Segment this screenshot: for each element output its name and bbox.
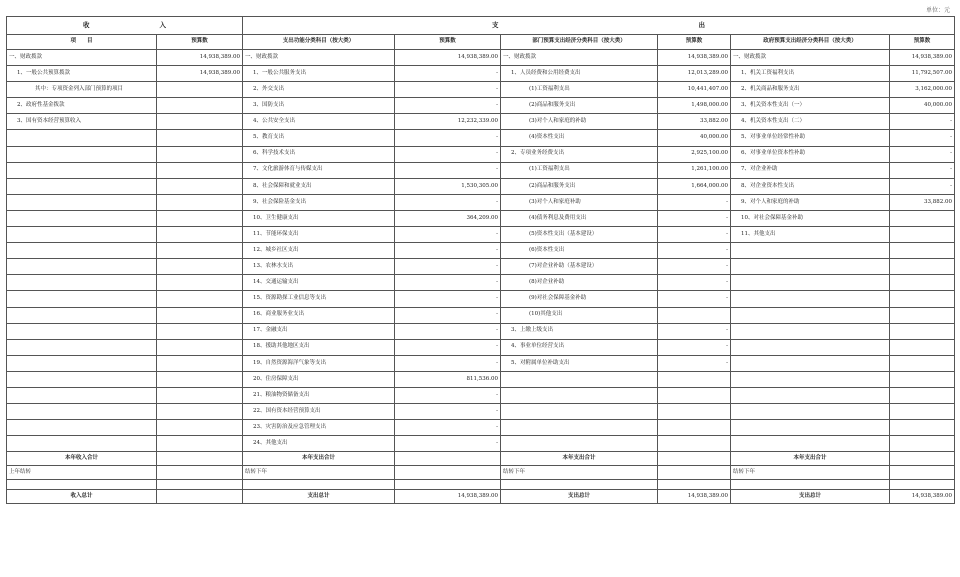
gov-econ-amount bbox=[890, 420, 955, 436]
income-amount bbox=[157, 291, 243, 307]
function-amount: - bbox=[395, 194, 501, 210]
income-item: 上年结转 bbox=[7, 466, 157, 480]
gov-econ-item: 支出总计 bbox=[731, 490, 890, 504]
function-amount: - bbox=[395, 404, 501, 420]
income-amount bbox=[157, 355, 243, 371]
gov-econ-item: 一、财政拨款 bbox=[731, 50, 890, 66]
gov-econ-amount: 3,162,000.00 bbox=[890, 82, 955, 98]
table-row bbox=[7, 210, 955, 226]
function-amount: 811,536.00 bbox=[395, 371, 501, 387]
dept-econ-item: (7)对企业补助（基本建设） bbox=[501, 259, 658, 275]
function-amount: - bbox=[395, 291, 501, 307]
budget-table bbox=[6, 16, 955, 504]
function-amount: - bbox=[395, 243, 501, 259]
gov-econ-amount: - bbox=[890, 178, 955, 194]
gov-econ-item bbox=[731, 307, 890, 323]
col-header-function: 支出功能分类科目（按大类） bbox=[243, 35, 395, 50]
table-row bbox=[7, 130, 955, 146]
income-item bbox=[7, 307, 157, 323]
income-amount bbox=[157, 307, 243, 323]
income-item bbox=[7, 210, 157, 226]
dept-econ-item: 2、专项业务经费支出 bbox=[501, 146, 658, 162]
unit-label: 单位：元 bbox=[925, 7, 950, 14]
gov-econ-amount bbox=[890, 387, 955, 403]
dept-econ-item bbox=[501, 371, 658, 387]
function-amount: - bbox=[395, 355, 501, 371]
income-item bbox=[7, 291, 157, 307]
dept-econ-amount bbox=[658, 436, 731, 452]
empty-cell bbox=[731, 480, 890, 490]
carry-over-row bbox=[7, 466, 955, 480]
dept-econ-amount: 1,261,100.00 bbox=[658, 162, 731, 178]
col-header-budget: 预算数 bbox=[890, 35, 955, 50]
function-amount: - bbox=[395, 275, 501, 291]
dept-econ-amount bbox=[658, 452, 731, 466]
gov-econ-item: 4、机关资本性支出（二） bbox=[731, 114, 890, 130]
income-item bbox=[7, 323, 157, 339]
dept-econ-amount: 2,925,100.00 bbox=[658, 146, 731, 162]
income-item bbox=[7, 436, 157, 452]
gov-econ-amount: 11,792,507.00 bbox=[890, 66, 955, 82]
function-amount: - bbox=[395, 98, 501, 114]
dept-econ-amount: 40,000.00 bbox=[658, 130, 731, 146]
income-amount bbox=[157, 259, 243, 275]
income-amount: 14,938,389.00 bbox=[157, 66, 243, 82]
table-row bbox=[7, 355, 955, 371]
table-row bbox=[7, 66, 955, 82]
table-row bbox=[7, 146, 955, 162]
table-row bbox=[7, 371, 955, 387]
gov-econ-item: 本年支出合计 bbox=[731, 452, 890, 466]
function-item: 10、卫生健康支出 bbox=[243, 210, 395, 226]
function-amount: 364,209.00 bbox=[395, 210, 501, 226]
function-amount: 14,938,389.00 bbox=[395, 50, 501, 66]
gov-econ-item bbox=[731, 243, 890, 259]
col-header-gov-econ: 政府预算支出经济分类科目（按大类） bbox=[731, 35, 890, 50]
dept-econ-item: 本年支出合计 bbox=[501, 452, 658, 466]
dept-econ-item bbox=[501, 387, 658, 403]
annual-total-row bbox=[7, 452, 955, 466]
function-item: 20、住房保障支出 bbox=[243, 371, 395, 387]
income-amount bbox=[157, 387, 243, 403]
function-item: 9、社会保险基金支出 bbox=[243, 194, 395, 210]
function-item: 支出总计 bbox=[243, 490, 395, 504]
table-row bbox=[7, 227, 955, 243]
gov-econ-item: 10、对社会保障基金补助 bbox=[731, 210, 890, 226]
table-row bbox=[7, 178, 955, 194]
gov-econ-amount: 40,000.00 bbox=[890, 98, 955, 114]
function-item: 4、公共安全支出 bbox=[243, 114, 395, 130]
function-amount: - bbox=[395, 387, 501, 403]
gov-econ-amount bbox=[890, 259, 955, 275]
gov-econ-amount bbox=[890, 371, 955, 387]
income-item bbox=[7, 146, 157, 162]
dept-econ-item: (3)对个人和家庭补助 bbox=[501, 194, 658, 210]
table-row bbox=[7, 82, 955, 98]
income-amount bbox=[157, 323, 243, 339]
dept-econ-amount: 1,498,000.00 bbox=[658, 98, 731, 114]
dept-econ-item bbox=[501, 436, 658, 452]
dept-econ-amount: 10,441,407.00 bbox=[658, 82, 731, 98]
table-row bbox=[7, 323, 955, 339]
function-item: 22、国有资本经营预算支出 bbox=[243, 404, 395, 420]
col-header-item: 项 目 bbox=[7, 35, 157, 50]
gov-econ-amount bbox=[890, 355, 955, 371]
dept-econ-item: (3)对个人和家庭的补助 bbox=[501, 114, 658, 130]
gov-econ-item bbox=[731, 259, 890, 275]
dept-econ-item: 3、上缴上级支出 bbox=[501, 323, 658, 339]
dept-econ-amount: - bbox=[658, 259, 731, 275]
function-item: 一、财政拨款 bbox=[243, 50, 395, 66]
income-amount bbox=[157, 371, 243, 387]
function-item: 24、其他支出 bbox=[243, 436, 395, 452]
table-row bbox=[7, 259, 955, 275]
function-item: 5、教育支出 bbox=[243, 130, 395, 146]
function-item: 2、外交支出 bbox=[243, 82, 395, 98]
gov-econ-amount bbox=[890, 339, 955, 355]
empty-cell bbox=[157, 480, 243, 490]
table-row bbox=[7, 98, 955, 114]
gov-econ-item: 1、机关工资福利支出 bbox=[731, 66, 890, 82]
income-amount bbox=[157, 243, 243, 259]
gov-econ-item: 9、对个人和家庭的补助 bbox=[731, 194, 890, 210]
function-item: 23、灾害防治及应急管理支出 bbox=[243, 420, 395, 436]
dept-econ-item bbox=[501, 420, 658, 436]
spacer-row bbox=[7, 480, 955, 490]
function-amount: - bbox=[395, 162, 501, 178]
income-item bbox=[7, 387, 157, 403]
income-item: 1、一般公共预算拨款 bbox=[7, 66, 157, 82]
gov-econ-amount bbox=[890, 323, 955, 339]
function-item: 1、一般公共服务支出 bbox=[243, 66, 395, 82]
gov-econ-amount bbox=[890, 466, 955, 480]
table-row bbox=[7, 275, 955, 291]
function-item: 7、文化旅游体育与传媒支出 bbox=[243, 162, 395, 178]
dept-econ-amount bbox=[658, 371, 731, 387]
dept-econ-amount: - bbox=[658, 194, 731, 210]
dept-econ-item: (2)商品和服务支出 bbox=[501, 98, 658, 114]
function-amount: - bbox=[395, 82, 501, 98]
expense-header-char-1: 支 bbox=[492, 21, 499, 30]
function-amount: - bbox=[395, 420, 501, 436]
gov-econ-item: 11、其他支出 bbox=[731, 227, 890, 243]
empty-cell bbox=[658, 480, 731, 490]
dept-econ-amount bbox=[658, 307, 731, 323]
table-row bbox=[7, 114, 955, 130]
table-row bbox=[7, 50, 955, 66]
dept-econ-amount: - bbox=[658, 227, 731, 243]
table-row bbox=[7, 291, 955, 307]
gov-econ-amount: - bbox=[890, 130, 955, 146]
gov-econ-item bbox=[731, 355, 890, 371]
dept-econ-amount: - bbox=[658, 339, 731, 355]
function-amount: 12,232,339.00 bbox=[395, 114, 501, 130]
income-amount bbox=[157, 162, 243, 178]
function-amount: - bbox=[395, 146, 501, 162]
function-amount: - bbox=[395, 66, 501, 82]
function-item: 15、资源勘探工业信息等支出 bbox=[243, 291, 395, 307]
top-header-row bbox=[7, 17, 955, 35]
function-amount: - bbox=[395, 259, 501, 275]
income-amount bbox=[157, 82, 243, 98]
function-amount: - bbox=[395, 130, 501, 146]
gov-econ-item bbox=[731, 404, 890, 420]
dept-econ-item: (1)工资福利支出 bbox=[501, 162, 658, 178]
function-item: 8、社会保障和就业支出 bbox=[243, 178, 395, 194]
function-item: 19、自然资源海洋气象等支出 bbox=[243, 355, 395, 371]
gov-econ-amount: - bbox=[890, 146, 955, 162]
table-row bbox=[7, 307, 955, 323]
function-amount bbox=[395, 466, 501, 480]
dept-econ-amount bbox=[658, 387, 731, 403]
income-item bbox=[7, 355, 157, 371]
function-amount: 14,938,389.00 bbox=[395, 490, 501, 504]
income-item bbox=[7, 371, 157, 387]
income-item bbox=[7, 404, 157, 420]
income-amount bbox=[157, 466, 243, 480]
table-row bbox=[7, 243, 955, 259]
gov-econ-item bbox=[731, 291, 890, 307]
column-header-row bbox=[7, 35, 955, 50]
income-amount bbox=[157, 210, 243, 226]
gov-econ-item bbox=[731, 387, 890, 403]
income-header-char-2: 入 bbox=[159, 21, 166, 30]
function-item: 18、援助其他地区支出 bbox=[243, 339, 395, 355]
gov-econ-item bbox=[731, 339, 890, 355]
dept-econ-item: 支出总计 bbox=[501, 490, 658, 504]
function-amount: - bbox=[395, 323, 501, 339]
dept-econ-amount: 14,938,389.00 bbox=[658, 490, 731, 504]
gov-econ-item bbox=[731, 371, 890, 387]
table-row bbox=[7, 162, 955, 178]
table-row bbox=[7, 436, 955, 452]
dept-econ-amount: 12,013,289.00 bbox=[658, 66, 731, 82]
dept-econ-amount: - bbox=[658, 323, 731, 339]
dept-econ-amount: - bbox=[658, 210, 731, 226]
income-amount bbox=[157, 339, 243, 355]
income-item bbox=[7, 178, 157, 194]
dept-econ-item: (10)其他支出 bbox=[501, 307, 658, 323]
income-item: 本年收入合计 bbox=[7, 452, 157, 466]
dept-econ-amount: - bbox=[658, 291, 731, 307]
income-amount bbox=[157, 194, 243, 210]
empty-cell bbox=[243, 480, 395, 490]
income-amount bbox=[157, 146, 243, 162]
income-amount bbox=[157, 130, 243, 146]
dept-econ-amount bbox=[658, 466, 731, 480]
function-item: 3、国防支出 bbox=[243, 98, 395, 114]
dept-econ-item: (4)债务利息及费用支出 bbox=[501, 210, 658, 226]
dept-econ-item: (8)对企业补助 bbox=[501, 275, 658, 291]
dept-econ-item: (6)资本性支出 bbox=[501, 243, 658, 259]
table-row bbox=[7, 194, 955, 210]
function-item: 16、商业服务业支出 bbox=[243, 307, 395, 323]
income-item bbox=[7, 420, 157, 436]
function-amount: - bbox=[395, 227, 501, 243]
dept-econ-amount bbox=[658, 420, 731, 436]
col-header-budget: 预算数 bbox=[395, 35, 501, 50]
empty-cell bbox=[7, 480, 157, 490]
dept-econ-item: (2)商品和服务支出 bbox=[501, 178, 658, 194]
dept-econ-item bbox=[501, 404, 658, 420]
income-item bbox=[7, 130, 157, 146]
income-amount bbox=[157, 98, 243, 114]
function-item: 14、交通运输支出 bbox=[243, 275, 395, 291]
col-header-dept-econ: 部门预算支出经济分类科目（按大类） bbox=[501, 35, 658, 50]
gov-econ-amount: - bbox=[890, 162, 955, 178]
gov-econ-amount bbox=[890, 210, 955, 226]
income-amount bbox=[157, 490, 243, 504]
grand-total-row bbox=[7, 490, 955, 504]
gov-econ-amount bbox=[890, 452, 955, 466]
income-header-char-1: 收 bbox=[83, 21, 90, 30]
income-amount bbox=[157, 178, 243, 194]
income-amount bbox=[157, 404, 243, 420]
function-amount: - bbox=[395, 436, 501, 452]
income-item: 收入总计 bbox=[7, 490, 157, 504]
dept-econ-item: (4)资本性支出 bbox=[501, 130, 658, 146]
empty-cell bbox=[501, 480, 658, 490]
income-header bbox=[7, 17, 243, 35]
col-header-budget: 预算数 bbox=[157, 35, 243, 50]
table-row bbox=[7, 404, 955, 420]
function-amount bbox=[395, 452, 501, 466]
income-item: 2、政府性基金拨款 bbox=[7, 98, 157, 114]
gov-econ-item: 6、对事业单位资本性补助 bbox=[731, 146, 890, 162]
dept-econ-item: 1、人员经费和公用经费支出 bbox=[501, 66, 658, 82]
income-item: 一、财政拨款 bbox=[7, 50, 157, 66]
gov-econ-item bbox=[731, 323, 890, 339]
function-item: 21、粮油物资储备支出 bbox=[243, 387, 395, 403]
dept-econ-item: 4、事业单位经营支出 bbox=[501, 339, 658, 355]
function-item: 6、科学技术支出 bbox=[243, 146, 395, 162]
income-item: 3、国有资本经营预算收入 bbox=[7, 114, 157, 130]
function-item: 13、农林水支出 bbox=[243, 259, 395, 275]
income-item bbox=[7, 243, 157, 259]
table-row bbox=[7, 387, 955, 403]
income-item bbox=[7, 339, 157, 355]
dept-econ-amount: 1,664,000.00 bbox=[658, 178, 731, 194]
dept-econ-amount bbox=[658, 404, 731, 420]
function-item: 本年支出合计 bbox=[243, 452, 395, 466]
dept-econ-item: (9)对社会保障基金补助 bbox=[501, 291, 658, 307]
gov-econ-item bbox=[731, 420, 890, 436]
function-amount: - bbox=[395, 339, 501, 355]
gov-econ-item: 2、机关商品和服务支出 bbox=[731, 82, 890, 98]
dept-econ-item: 一、财政拨款 bbox=[501, 50, 658, 66]
gov-econ-item: 8、对企业资本性支出 bbox=[731, 178, 890, 194]
income-item bbox=[7, 227, 157, 243]
dept-econ-amount: - bbox=[658, 243, 731, 259]
income-amount bbox=[157, 436, 243, 452]
function-item: 12、城乡社区支出 bbox=[243, 243, 395, 259]
expense-header-char-2: 出 bbox=[698, 21, 706, 30]
empty-cell bbox=[395, 480, 501, 490]
income-amount bbox=[157, 275, 243, 291]
empty-cell bbox=[890, 480, 955, 490]
function-amount: - bbox=[395, 307, 501, 323]
income-item bbox=[7, 259, 157, 275]
dept-econ-amount: 33,882.00 bbox=[658, 114, 731, 130]
gov-econ-item: 3、机关资本性支出（一） bbox=[731, 98, 890, 114]
gov-econ-amount: 14,938,389.00 bbox=[890, 490, 955, 504]
gov-econ-amount bbox=[890, 307, 955, 323]
gov-econ-amount: - bbox=[890, 114, 955, 130]
dept-econ-amount: - bbox=[658, 355, 731, 371]
income-amount: 14,938,389.00 bbox=[157, 50, 243, 66]
dept-econ-item: (5)资本性支出（基本建设） bbox=[501, 227, 658, 243]
table-row bbox=[7, 339, 955, 355]
dept-econ-amount: 14,938,389.00 bbox=[658, 50, 731, 66]
gov-econ-amount bbox=[890, 275, 955, 291]
table-body bbox=[7, 17, 955, 504]
income-amount bbox=[157, 227, 243, 243]
gov-econ-amount bbox=[890, 243, 955, 259]
gov-econ-amount bbox=[890, 436, 955, 452]
income-amount bbox=[157, 452, 243, 466]
income-amount bbox=[157, 114, 243, 130]
function-item: 11、节能环保支出 bbox=[243, 227, 395, 243]
gov-econ-item bbox=[731, 275, 890, 291]
table-row bbox=[7, 420, 955, 436]
income-amount bbox=[157, 420, 243, 436]
gov-econ-amount: 14,938,389.00 bbox=[890, 50, 955, 66]
gov-econ-item bbox=[731, 436, 890, 452]
gov-econ-item: 结转下年 bbox=[731, 466, 890, 480]
gov-econ-amount bbox=[890, 291, 955, 307]
gov-econ-amount: 33,882.00 bbox=[890, 194, 955, 210]
col-header-budget: 预算数 bbox=[658, 35, 731, 50]
income-item bbox=[7, 275, 157, 291]
gov-econ-item: 7、对企业补助 bbox=[731, 162, 890, 178]
income-item: 其中：专项资金列入部门预算的项目 bbox=[7, 82, 157, 98]
dept-econ-amount: - bbox=[658, 275, 731, 291]
gov-econ-item: 5、对事业单位经常性补助 bbox=[731, 130, 890, 146]
dept-econ-item: 结转下年 bbox=[501, 466, 658, 480]
income-item bbox=[7, 194, 157, 210]
gov-econ-amount bbox=[890, 404, 955, 420]
income-item bbox=[7, 162, 157, 178]
function-item: 17、金融支出 bbox=[243, 323, 395, 339]
function-amount: 1,530,305.00 bbox=[395, 178, 501, 194]
dept-econ-item: 5、对附属单位补助支出 bbox=[501, 355, 658, 371]
gov-econ-amount bbox=[890, 227, 955, 243]
dept-econ-item: (1)工资福利支出 bbox=[501, 82, 658, 98]
expense-header bbox=[243, 17, 955, 35]
function-item: 结转下年 bbox=[243, 466, 395, 480]
